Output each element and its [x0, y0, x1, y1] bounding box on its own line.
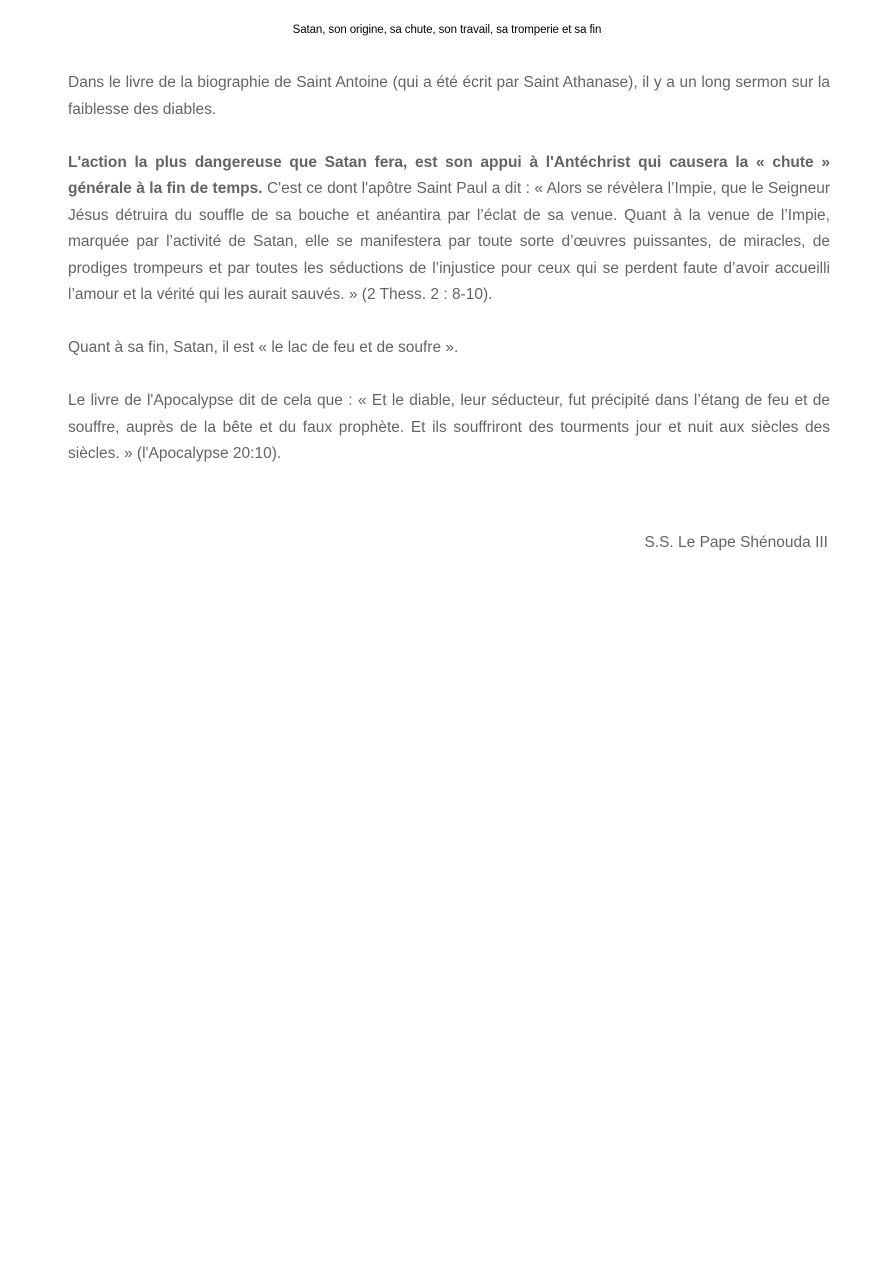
paragraph-antichrist-bold-lead: L'action la plus dangereuse que Satan fera, est son appui à l'Antéchrist qui causera la « chute » générale à la fin de temps. [68, 153, 830, 197]
paragraph-satan-end: Quant à sa fin, Satan, il est « le lac de feu et de soufre ». [68, 339, 459, 356]
paragraph-antichrist-body: C'est ce dont l'apôtre Saint Paul a dit : « Alors se révèlera l’Impie, que le Seigneur Jésus détruira du souffle de sa bouche et anéantira par l’éclat de sa venue. Quant à la venue de l’Impie, marquée par l’activité de Satan, elle se manifestera par toute sorte d’œuvres puissantes, de miracles, de prodiges trompeurs et par toutes les séductions de l’injustice pour ceux qui se perdent faute d’avoir accueilli l’amour et la vérité qui les aurait sauvés. » (2 Thess. 2 : 8-10). [68, 180, 831, 303]
paragraph-apocalypse: Le livre de l'Apocalypse dit de cela que : « Et le diable, leur séducteur, fut précipité dans l’étang de feu et de souffre, auprès de la bête et du faux prophète. Et ils souffriront des tourments jour et nuit aux siècles des siècles. » (l'Apocalypse 20:10). [68, 392, 830, 462]
page-header-title: Satan, son origine, sa chute, son travail, sa tromperie et sa fin [292, 24, 602, 36]
document-body [68, 70, 830, 468]
author-signature: S.S. Le Pape Shénouda III [644, 534, 828, 551]
paragraph-biography: Dans le livre de la biographie de Saint Antoine (qui a été écrit par Saint Athanase), il y a un long sermon sur la faiblesse des diables. [68, 74, 830, 118]
paragraph-antichrist [68, 150, 830, 309]
